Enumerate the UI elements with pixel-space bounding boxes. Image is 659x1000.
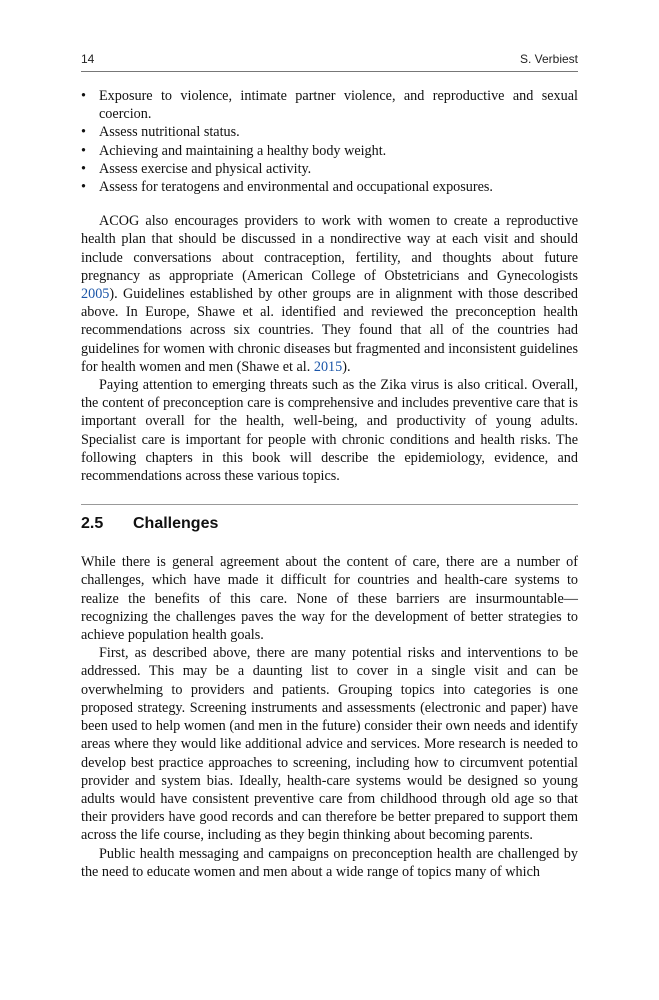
bullet-marker: • <box>81 142 86 159</box>
citation-link[interactable]: 2015 <box>313 358 343 375</box>
bullet-marker: • <box>81 124 86 141</box>
list-item <box>81 160 578 178</box>
bullet-marker: • <box>81 179 86 196</box>
bullet-marker: • <box>81 160 86 177</box>
list-item <box>81 87 578 123</box>
paragraph <box>81 212 578 376</box>
paragraph: Public health messaging and campaigns on preconception health are challenged by the need to educate women and men about a wide range of topics many of which <box>81 845 578 880</box>
list-item-text: Achieving and maintaining a healthy body weight. <box>99 142 387 159</box>
bullet-marker: • <box>81 88 86 104</box>
paragraph-text: ACOG also encourages providers to work with women to create a reproductive health plan that should be discussed in a nondirective way at each visit and should include conversations about contraception, fertility, and thoughts about future pregnancy as appropriate (American College of Obstetricians and Gynecologists <box>81 213 578 284</box>
list-item-text: Exposure to violence, intimate partner violence, and reproductive and sexual coercion. <box>99 88 578 123</box>
paragraph-text: ). <box>342 358 351 375</box>
running-head-author: S. Verbiest <box>519 52 578 66</box>
list-item <box>81 178 578 196</box>
list-item <box>81 123 578 141</box>
running-head <box>81 52 578 70</box>
header-rule <box>81 71 578 72</box>
paragraph-text: ). Guidelines established by other groups are in alignment with those described above. In Europe, Shawe et al. identified and reviewed the preconception health recommendations across six countries. They found that all of the countries had guidelines for women with chronic diseases but fragmented and inconsistent guidelines for health women and men (Shawe et al. <box>81 286 578 375</box>
list-item <box>81 142 578 160</box>
section-rule <box>81 504 578 505</box>
list-item-text: Assess nutritional status. <box>99 124 240 141</box>
citation-link[interactable]: 2005 <box>81 286 110 303</box>
paragraph: First, as described above, there are many potential risks and interventions to be addressed. This may be a daunting list to cover in a single visit and can be overwhelming to providers and patients. Grouping topics into categories is one proposed strategy. Screening instruments and assessments (electronic and paper) have been used to help women (and men in the future) consider their own needs and identify areas where they would like additional advice and services. More research is needed to develop best practice approaches to screening, including how to circumvent potential provider and system bias. Ideally, health-care systems would be designed so young adults would have consistent preventive care from childhood through old age so that their providers have good records and can therefore be better prepared to support them across the life course, including as they begin thinking about becoming parents. <box>81 645 578 844</box>
list-item-text: Assess for teratogens and environmental and occupational exposures. <box>99 179 493 196</box>
section-title: Challenges <box>133 515 219 533</box>
section-number: 2.5 <box>81 515 104 533</box>
paragraph: Paying attention to emerging threats such as the Zika virus is also critical. Overall, the content of preconception care is comprehensive and includes preventive care that is important overall for the health, well-being, and productivity of young adults. Specialist care is important for people with chronic conditions and health risks. The following chapters in this book will describe the epidemiology, evidence, and recommendations across these various topics. <box>81 377 578 485</box>
page-body <box>81 87 578 881</box>
paragraph: While there is general agreement about the content of care, there are a number of challenges, which have made it difficult for countries and health-care systems to realize the benefits of this care. None of these barriers are insurmountable—recognizing the challenges paves the way for the development of better strategies to achieve population health goals. <box>81 554 578 644</box>
page-number: 14 <box>81 52 95 66</box>
bullet-list <box>81 87 578 196</box>
section-heading <box>81 513 578 535</box>
list-item-text: Assess exercise and physical activity. <box>99 160 312 177</box>
